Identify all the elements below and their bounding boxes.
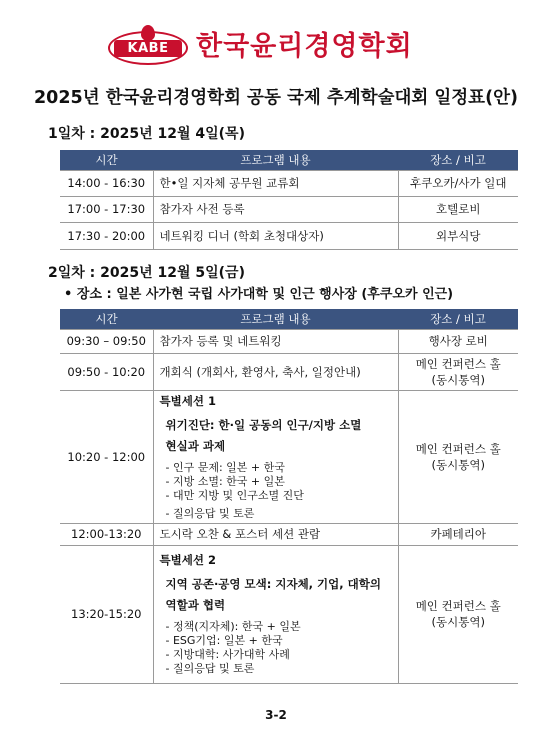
session-item: - 질의응답 및 토론 — [165, 506, 255, 520]
session-topic: 위기진단: 한·일 공동의 인구/지방 소멸 현실과 과제 — [165, 417, 362, 453]
table-row: 14:00 - 16:30 한•일 지자체 공무원 교류회 후쿠오카/사가 일대 — [60, 170, 518, 196]
col-program: 프로그램 내용 — [153, 150, 398, 170]
day2-venue: • 장소 : 일본 사가현 국립 사가대학 및 인근 행사장 (후쿠오카 인근) — [64, 287, 454, 302]
session-item: - 대만 지방 및 인구소멸 진단 — [165, 488, 304, 502]
session-title: 특별세션 2 — [159, 553, 216, 567]
table-row: 17:00 - 17:30 참가자 사전 등록 호텔로비 — [60, 196, 518, 222]
day1-heading: 1일차 : 2025년 12월 4일(목) — [48, 126, 245, 142]
session-title: 특별세션 1 — [159, 393, 216, 408]
session-item: - ESG기업: 일본 + 한국 — [165, 634, 283, 647]
day2-schedule-table — [60, 309, 518, 684]
session-row: 10:20 - 12:00 특별세션 1 위기진단: 한·일 공동의 인구/지방 소멸 현실과 과제 - 인구 문제: 일본 + 한국 - 지방 소멸: 한국 + 일본 - 대만 지방 및 인구소멸 진단 - 질의응답 및 토론 메인 컨퍼런스 홀 (동시통역) — [60, 390, 518, 523]
document-title: 2025년 한국윤리경영학회 공동 국제 추계학술대회 일정표(안) — [34, 88, 518, 108]
session-item: - 인구 문제: 일본 + 한국 — [165, 460, 285, 474]
col-place: 장소 / 비고 — [398, 150, 518, 170]
session-row: 13:20-15:20 특별세션 2 지역 공존·공영 모색: 지자체, 기업, 대학의 역할과 협력 - 정책(지자체): 한국 + 일본 - ESG기업: 일본 + 한국 - 지방대학: 사가대학 사례 - 질의응답 및 토론 메인 컨퍼런스 홀 (동시통역) — [60, 545, 518, 683]
table-header-row — [60, 309, 518, 329]
table-row: 09:50 - 10:20 개회식 (개회사, 환영사, 축사, 일정안내) 메인 컨퍼런스 홀 (동시통역) — [60, 353, 518, 390]
day2-heading: 2일차 : 2025년 12월 5일(금) — [48, 265, 245, 281]
col-time: 시간 — [60, 150, 153, 170]
col-place: 장소 / 비고 — [398, 309, 518, 329]
session-topic: 지역 공존·공영 모색: 지자체, 기업, 대학의 역할과 협력 — [165, 577, 381, 612]
table-row: 12:00-13:20 도시락 오찬 & 포스터 세션 관람 카페테리아 — [60, 523, 518, 545]
session-item: - 지방대학: 사가대학 사례 — [165, 648, 290, 661]
col-time: 시간 — [60, 309, 153, 329]
day1-schedule-table — [60, 150, 518, 250]
page-number: 3-2 — [265, 708, 287, 722]
table-row: 17:30 - 20:00 네트워킹 디너 (학회 초청대상자) 외부식당 — [60, 222, 518, 249]
table-header-row — [60, 150, 518, 170]
table-row: 09:30 – 09:50 참가자 등록 및 네트워킹 행사장 로비 — [60, 329, 518, 353]
col-program: 프로그램 내용 — [153, 309, 398, 329]
session-item: - 지방 소멸: 한국 + 일본 — [165, 474, 285, 488]
org-name: 한국윤리경영학회 — [196, 31, 413, 62]
page-header — [0, 18, 552, 68]
logo-text: KABE — [127, 41, 169, 56]
session-item: - 정책(지자체): 한국 + 일본 — [165, 620, 301, 633]
session-item: - 질의응답 및 토론 — [165, 662, 255, 675]
kabe-logo — [108, 25, 188, 65]
